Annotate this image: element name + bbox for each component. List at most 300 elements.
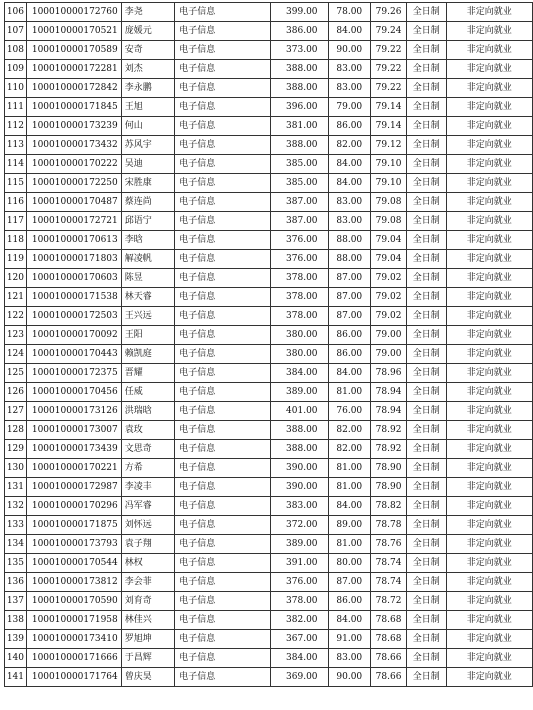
exam-score-cell: 388.00	[271, 421, 328, 440]
candidate-id-cell: 100010000170590	[26, 592, 121, 611]
employment-type-cell: 非定向就业	[446, 611, 533, 630]
candidate-id-cell: 100010000172250	[26, 174, 121, 193]
study-mode-cell: 全日制	[406, 345, 446, 364]
interview-score-cell: 84.00	[328, 174, 371, 193]
exam-score-cell: 376.00	[271, 250, 328, 269]
interview-score-cell: 86.00	[328, 117, 371, 136]
candidate-name-cell: 邱语宁	[121, 212, 175, 231]
exam-score-cell: 391.00	[271, 554, 328, 573]
candidate-name-cell: 罗旭坤	[121, 630, 175, 649]
candidate-id-cell: 100010000172281	[26, 60, 121, 79]
employment-type-cell: 非定向就业	[446, 117, 533, 136]
candidate-name-cell: 李凌丰	[121, 478, 175, 497]
exam-score-cell: 389.00	[271, 383, 328, 402]
employment-type-cell: 非定向就业	[446, 573, 533, 592]
interview-score-cell: 86.00	[328, 326, 371, 345]
table-row	[5, 459, 533, 478]
major-cell: 电子信息	[175, 592, 271, 611]
row-number-cell: 126	[5, 383, 27, 402]
total-score-cell: 78.90	[371, 478, 407, 497]
major-cell: 电子信息	[175, 440, 271, 459]
total-score-cell: 79.22	[371, 60, 407, 79]
candidate-id-cell: 100010000173812	[26, 573, 121, 592]
row-number-cell: 128	[5, 421, 27, 440]
row-number-cell: 137	[5, 592, 27, 611]
candidate-id-cell: 100010000171958	[26, 611, 121, 630]
study-mode-cell: 全日制	[406, 364, 446, 383]
interview-score-cell: 87.00	[328, 307, 371, 326]
total-score-cell: 79.10	[371, 155, 407, 174]
study-mode-cell: 全日制	[406, 41, 446, 60]
table-row	[5, 516, 533, 535]
exam-score-cell: 385.00	[271, 155, 328, 174]
total-score-cell: 79.08	[371, 193, 407, 212]
candidate-name-cell: 宋胜康	[121, 174, 175, 193]
study-mode-cell: 全日制	[406, 649, 446, 668]
interview-score-cell: 82.00	[328, 421, 371, 440]
interview-score-cell: 88.00	[328, 231, 371, 250]
table-row	[5, 611, 533, 630]
row-number-cell: 141	[5, 668, 27, 687]
study-mode-cell: 全日制	[406, 193, 446, 212]
table-row	[5, 345, 533, 364]
candidate-id-cell: 100010000170296	[26, 497, 121, 516]
major-cell: 电子信息	[175, 98, 271, 117]
study-mode-cell: 全日制	[406, 98, 446, 117]
candidate-id-cell: 100010000173239	[26, 117, 121, 136]
interview-score-cell: 83.00	[328, 649, 371, 668]
study-mode-cell: 全日制	[406, 174, 446, 193]
study-mode-cell: 全日制	[406, 269, 446, 288]
interview-score-cell: 84.00	[328, 611, 371, 630]
candidate-id-cell: 100010000170603	[26, 269, 121, 288]
employment-type-cell: 非定向就业	[446, 79, 533, 98]
interview-score-cell: 86.00	[328, 592, 371, 611]
total-score-cell: 78.74	[371, 573, 407, 592]
study-mode-cell: 全日制	[406, 668, 446, 687]
exam-score-cell: 376.00	[271, 573, 328, 592]
candidate-id-cell: 100010000170544	[26, 554, 121, 573]
candidate-name-cell: 刘怀远	[121, 516, 175, 535]
total-score-cell: 79.04	[371, 250, 407, 269]
major-cell: 电子信息	[175, 345, 271, 364]
candidate-id-cell: 100010000172842	[26, 79, 121, 98]
total-score-cell: 79.10	[371, 174, 407, 193]
employment-type-cell: 非定向就业	[446, 402, 533, 421]
row-number-cell: 133	[5, 516, 27, 535]
study-mode-cell: 全日制	[406, 231, 446, 250]
major-cell: 电子信息	[175, 22, 271, 41]
employment-type-cell: 非定向就业	[446, 421, 533, 440]
row-number-cell: 125	[5, 364, 27, 383]
candidate-name-cell: 刘杰	[121, 60, 175, 79]
candidate-id-cell: 100010000171875	[26, 516, 121, 535]
employment-type-cell: 非定向就业	[446, 22, 533, 41]
interview-score-cell: 81.00	[328, 383, 371, 402]
exam-score-cell: 387.00	[271, 212, 328, 231]
candidate-name-cell: 李永鹏	[121, 79, 175, 98]
candidate-id-cell: 100010000172721	[26, 212, 121, 231]
total-score-cell: 79.02	[371, 269, 407, 288]
interview-score-cell: 91.00	[328, 630, 371, 649]
exam-score-cell: 385.00	[271, 174, 328, 193]
row-number-cell: 130	[5, 459, 27, 478]
row-number-cell: 132	[5, 497, 27, 516]
candidate-name-cell: 冯军睿	[121, 497, 175, 516]
interview-score-cell: 89.00	[328, 516, 371, 535]
candidate-id-cell: 100010000172987	[26, 478, 121, 497]
major-cell: 电子信息	[175, 554, 271, 573]
row-number-cell: 127	[5, 402, 27, 421]
table-row	[5, 193, 533, 212]
candidate-id-cell: 100010000172760	[26, 3, 121, 22]
study-mode-cell: 全日制	[406, 3, 446, 22]
candidate-id-cell: 100010000170589	[26, 41, 121, 60]
employment-type-cell: 非定向就业	[446, 231, 533, 250]
table-row	[5, 478, 533, 497]
total-score-cell: 79.14	[371, 117, 407, 136]
interview-score-cell: 88.00	[328, 250, 371, 269]
candidate-name-cell: 赖凯庭	[121, 345, 175, 364]
study-mode-cell: 全日制	[406, 402, 446, 421]
exam-score-cell: 378.00	[271, 269, 328, 288]
major-cell: 电子信息	[175, 497, 271, 516]
employment-type-cell: 非定向就业	[446, 3, 533, 22]
total-score-cell: 78.78	[371, 516, 407, 535]
exam-score-cell: 380.00	[271, 326, 328, 345]
study-mode-cell: 全日制	[406, 611, 446, 630]
employment-type-cell: 非定向就业	[446, 478, 533, 497]
table-row	[5, 535, 533, 554]
study-mode-cell: 全日制	[406, 117, 446, 136]
candidate-name-cell: 蔡连尚	[121, 193, 175, 212]
row-number-cell: 111	[5, 98, 27, 117]
interview-score-cell: 83.00	[328, 79, 371, 98]
major-cell: 电子信息	[175, 174, 271, 193]
interview-score-cell: 86.00	[328, 345, 371, 364]
employment-type-cell: 非定向就业	[446, 459, 533, 478]
major-cell: 电子信息	[175, 611, 271, 630]
interview-score-cell: 79.00	[328, 98, 371, 117]
candidate-id-cell: 100010000172503	[26, 307, 121, 326]
candidate-name-cell: 方希	[121, 459, 175, 478]
employment-type-cell: 非定向就业	[446, 649, 533, 668]
candidate-name-cell: 李晗	[121, 231, 175, 250]
total-score-cell: 78.68	[371, 630, 407, 649]
candidate-name-cell: 曾庆昊	[121, 668, 175, 687]
table-row	[5, 668, 533, 687]
interview-score-cell: 84.00	[328, 22, 371, 41]
total-score-cell: 78.96	[371, 364, 407, 383]
major-cell: 电子信息	[175, 383, 271, 402]
exam-score-cell: 378.00	[271, 288, 328, 307]
employment-type-cell: 非定向就业	[446, 41, 533, 60]
exam-score-cell: 390.00	[271, 459, 328, 478]
exam-score-cell: 372.00	[271, 516, 328, 535]
row-number-cell: 124	[5, 345, 27, 364]
total-score-cell: 79.08	[371, 212, 407, 231]
employment-type-cell: 非定向就业	[446, 383, 533, 402]
exam-score-cell: 378.00	[271, 307, 328, 326]
candidate-name-cell: 晋耀	[121, 364, 175, 383]
candidate-id-cell: 100010000173793	[26, 535, 121, 554]
exam-score-cell: 378.00	[271, 592, 328, 611]
interview-score-cell: 82.00	[328, 136, 371, 155]
study-mode-cell: 全日制	[406, 478, 446, 497]
table-row	[5, 250, 533, 269]
candidate-name-cell: 林权	[121, 554, 175, 573]
employment-type-cell: 非定向就业	[446, 516, 533, 535]
table-row	[5, 497, 533, 516]
employment-type-cell: 非定向就业	[446, 98, 533, 117]
major-cell: 电子信息	[175, 288, 271, 307]
row-number-cell: 136	[5, 573, 27, 592]
row-number-cell: 119	[5, 250, 27, 269]
table-row	[5, 60, 533, 79]
interview-score-cell: 83.00	[328, 60, 371, 79]
total-score-cell: 79.02	[371, 288, 407, 307]
study-mode-cell: 全日制	[406, 535, 446, 554]
row-number-cell: 121	[5, 288, 27, 307]
table-row	[5, 307, 533, 326]
employment-type-cell: 非定向就业	[446, 592, 533, 611]
table-row	[5, 383, 533, 402]
candidate-name-cell: 庞媛元	[121, 22, 175, 41]
exam-score-cell: 386.00	[271, 22, 328, 41]
study-mode-cell: 全日制	[406, 288, 446, 307]
interview-score-cell: 87.00	[328, 269, 371, 288]
candidate-id-cell: 100010000171764	[26, 668, 121, 687]
major-cell: 电子信息	[175, 231, 271, 250]
candidate-id-cell: 100010000173007	[26, 421, 121, 440]
major-cell: 电子信息	[175, 516, 271, 535]
candidate-id-cell: 100010000170456	[26, 383, 121, 402]
candidate-name-cell: 林天睿	[121, 288, 175, 307]
row-number-cell: 109	[5, 60, 27, 79]
table-row	[5, 421, 533, 440]
interview-score-cell: 76.00	[328, 402, 371, 421]
total-score-cell: 79.00	[371, 345, 407, 364]
study-mode-cell: 全日制	[406, 459, 446, 478]
major-cell: 电子信息	[175, 136, 271, 155]
row-number-cell: 107	[5, 22, 27, 41]
employment-type-cell: 非定向就业	[446, 345, 533, 364]
exam-score-cell: 390.00	[271, 478, 328, 497]
major-cell: 电子信息	[175, 421, 271, 440]
major-cell: 电子信息	[175, 60, 271, 79]
table-row	[5, 155, 533, 174]
candidate-name-cell: 袁玫	[121, 421, 175, 440]
total-score-cell: 79.12	[371, 136, 407, 155]
major-cell: 电子信息	[175, 668, 271, 687]
exam-score-cell: 384.00	[271, 649, 328, 668]
employment-type-cell: 非定向就业	[446, 497, 533, 516]
table-row	[5, 22, 533, 41]
exam-score-cell: 384.00	[271, 364, 328, 383]
table-row	[5, 630, 533, 649]
table-row	[5, 364, 533, 383]
total-score-cell: 78.72	[371, 592, 407, 611]
study-mode-cell: 全日制	[406, 383, 446, 402]
candidate-id-cell: 100010000170487	[26, 193, 121, 212]
row-number-cell: 122	[5, 307, 27, 326]
study-mode-cell: 全日制	[406, 250, 446, 269]
interview-score-cell: 81.00	[328, 535, 371, 554]
row-number-cell: 113	[5, 136, 27, 155]
table-row	[5, 269, 533, 288]
candidate-name-cell: 李会菲	[121, 573, 175, 592]
candidate-id-cell: 100010000170222	[26, 155, 121, 174]
exam-score-cell: 373.00	[271, 41, 328, 60]
admission-list-table	[4, 2, 533, 687]
major-cell: 电子信息	[175, 364, 271, 383]
study-mode-cell: 全日制	[406, 326, 446, 345]
table-row	[5, 117, 533, 136]
row-number-cell: 134	[5, 535, 27, 554]
major-cell: 电子信息	[175, 649, 271, 668]
candidate-name-cell: 安奇	[121, 41, 175, 60]
major-cell: 电子信息	[175, 193, 271, 212]
major-cell: 电子信息	[175, 269, 271, 288]
table-row	[5, 212, 533, 231]
row-number-cell: 112	[5, 117, 27, 136]
employment-type-cell: 非定向就业	[446, 60, 533, 79]
exam-score-cell: 401.00	[271, 402, 328, 421]
exam-score-cell: 380.00	[271, 345, 328, 364]
table-row	[5, 3, 533, 22]
major-cell: 电子信息	[175, 212, 271, 231]
row-number-cell: 116	[5, 193, 27, 212]
candidate-name-cell: 王兴远	[121, 307, 175, 326]
candidate-id-cell: 100010000173410	[26, 630, 121, 649]
candidate-id-cell: 100010000171845	[26, 98, 121, 117]
row-number-cell: 108	[5, 41, 27, 60]
table-row	[5, 649, 533, 668]
exam-score-cell: 369.00	[271, 668, 328, 687]
candidate-id-cell: 100010000173126	[26, 402, 121, 421]
total-score-cell: 78.66	[371, 649, 407, 668]
candidate-name-cell: 于昌辉	[121, 649, 175, 668]
exam-score-cell: 388.00	[271, 79, 328, 98]
interview-score-cell: 80.00	[328, 554, 371, 573]
interview-score-cell: 83.00	[328, 193, 371, 212]
major-cell: 电子信息	[175, 307, 271, 326]
employment-type-cell: 非定向就业	[446, 440, 533, 459]
exam-score-cell: 367.00	[271, 630, 328, 649]
interview-score-cell: 78.00	[328, 3, 371, 22]
candidate-id-cell: 100010000173439	[26, 440, 121, 459]
major-cell: 电子信息	[175, 630, 271, 649]
employment-type-cell: 非定向就业	[446, 155, 533, 174]
interview-score-cell: 84.00	[328, 364, 371, 383]
major-cell: 电子信息	[175, 326, 271, 345]
total-score-cell: 78.82	[371, 497, 407, 516]
exam-score-cell: 387.00	[271, 193, 328, 212]
major-cell: 电子信息	[175, 117, 271, 136]
employment-type-cell: 非定向就业	[446, 269, 533, 288]
major-cell: 电子信息	[175, 3, 271, 22]
total-score-cell: 79.22	[371, 41, 407, 60]
candidate-name-cell: 解凌帆	[121, 250, 175, 269]
row-number-cell: 123	[5, 326, 27, 345]
row-number-cell: 115	[5, 174, 27, 193]
total-score-cell: 78.92	[371, 421, 407, 440]
interview-score-cell: 83.00	[328, 212, 371, 231]
major-cell: 电子信息	[175, 573, 271, 592]
total-score-cell: 78.92	[371, 440, 407, 459]
study-mode-cell: 全日制	[406, 554, 446, 573]
interview-score-cell: 90.00	[328, 41, 371, 60]
row-number-cell: 114	[5, 155, 27, 174]
exam-score-cell: 388.00	[271, 60, 328, 79]
row-number-cell: 129	[5, 440, 27, 459]
candidate-name-cell: 林佳兴	[121, 611, 175, 630]
study-mode-cell: 全日制	[406, 60, 446, 79]
major-cell: 电子信息	[175, 535, 271, 554]
table-row	[5, 174, 533, 193]
candidate-name-cell: 任威	[121, 383, 175, 402]
exam-score-cell: 396.00	[271, 98, 328, 117]
study-mode-cell: 全日制	[406, 421, 446, 440]
study-mode-cell: 全日制	[406, 573, 446, 592]
candidate-id-cell: 100010000173432	[26, 136, 121, 155]
table-row	[5, 79, 533, 98]
candidate-id-cell: 100010000171538	[26, 288, 121, 307]
total-score-cell: 78.76	[371, 535, 407, 554]
table-row	[5, 288, 533, 307]
total-score-cell: 79.00	[371, 326, 407, 345]
row-number-cell: 120	[5, 269, 27, 288]
study-mode-cell: 全日制	[406, 212, 446, 231]
table-row	[5, 573, 533, 592]
table-row	[5, 136, 533, 155]
row-number-cell: 131	[5, 478, 27, 497]
total-score-cell: 78.90	[371, 459, 407, 478]
total-score-cell: 78.68	[371, 611, 407, 630]
employment-type-cell: 非定向就业	[446, 174, 533, 193]
interview-score-cell: 81.00	[328, 478, 371, 497]
study-mode-cell: 全日制	[406, 592, 446, 611]
exam-score-cell: 399.00	[271, 3, 328, 22]
candidate-id-cell: 100010000170443	[26, 345, 121, 364]
candidate-id-cell: 100010000172375	[26, 364, 121, 383]
total-score-cell: 79.26	[371, 3, 407, 22]
employment-type-cell: 非定向就业	[446, 554, 533, 573]
exam-score-cell: 383.00	[271, 497, 328, 516]
table-row	[5, 440, 533, 459]
candidate-id-cell: 100010000170521	[26, 22, 121, 41]
major-cell: 电子信息	[175, 250, 271, 269]
candidate-name-cell: 刘育奇	[121, 592, 175, 611]
candidate-name-cell: 何山	[121, 117, 175, 136]
employment-type-cell: 非定向就业	[446, 630, 533, 649]
candidate-name-cell: 李尧	[121, 3, 175, 22]
candidate-name-cell: 文思奇	[121, 440, 175, 459]
interview-score-cell: 84.00	[328, 497, 371, 516]
total-score-cell: 79.24	[371, 22, 407, 41]
total-score-cell: 78.66	[371, 668, 407, 687]
major-cell: 电子信息	[175, 459, 271, 478]
employment-type-cell: 非定向就业	[446, 535, 533, 554]
exam-score-cell: 388.00	[271, 440, 328, 459]
candidate-name-cell: 洪瑞晗	[121, 402, 175, 421]
interview-score-cell: 87.00	[328, 573, 371, 592]
major-cell: 电子信息	[175, 155, 271, 174]
table-row	[5, 98, 533, 117]
row-number-cell: 106	[5, 3, 27, 22]
employment-type-cell: 非定向就业	[446, 307, 533, 326]
table-row	[5, 592, 533, 611]
